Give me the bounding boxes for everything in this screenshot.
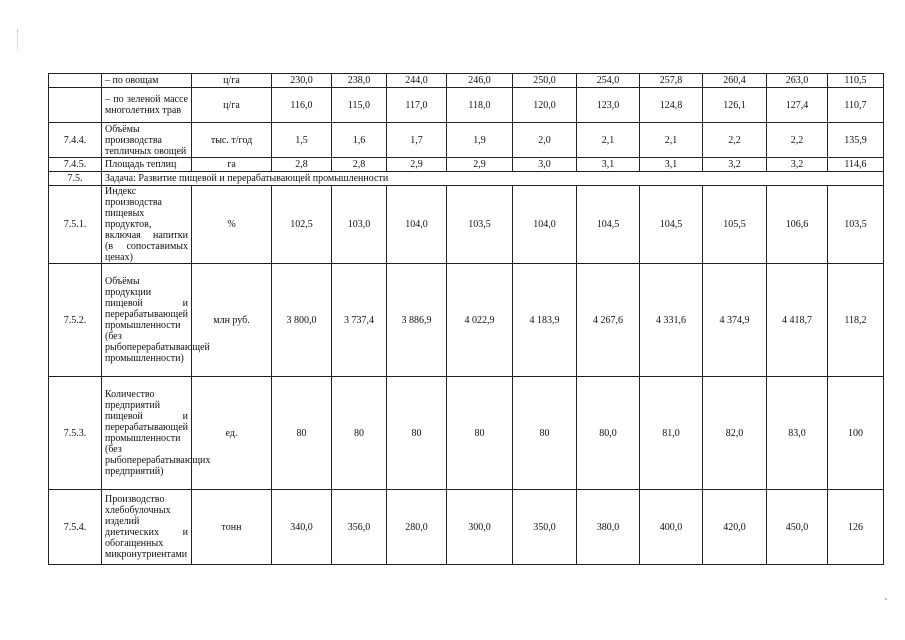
value-cell: 106,6	[767, 186, 828, 264]
value-cell: 4 022,9	[447, 264, 513, 377]
value-cell: 127,4	[767, 88, 828, 123]
value-cell: 80,0	[577, 377, 640, 490]
value-cell: 4 374,9	[703, 264, 767, 377]
value-cell: 340,0	[272, 490, 332, 565]
value-cell: 124,8	[640, 88, 703, 123]
unit-cell: тонн	[192, 490, 272, 565]
value-cell: 4 267,6	[577, 264, 640, 377]
unit-cell: га	[192, 158, 272, 172]
indicator-name: Объёмы продукции пищевой и перерабатывающей промышленности (без рыбоперерабатывающей промышленности)	[102, 264, 192, 377]
value-cell: 115,0	[332, 88, 387, 123]
value-cell: 80	[387, 377, 447, 490]
value-cell: 100	[828, 377, 884, 490]
value-cell: 1,6	[332, 123, 387, 158]
table-row	[49, 74, 884, 88]
row-code: 7.5.	[49, 172, 102, 186]
value-cell: 2,1	[577, 123, 640, 158]
value-cell: 3,1	[577, 158, 640, 172]
value-cell: 260,4	[703, 74, 767, 88]
value-cell: 105,5	[703, 186, 767, 264]
table-row	[49, 490, 884, 565]
row-code: 7.5.3.	[49, 377, 102, 490]
row-code: 7.5.2.	[49, 264, 102, 377]
value-cell: 104,5	[640, 186, 703, 264]
value-cell: 2,8	[332, 158, 387, 172]
value-cell: 114,6	[828, 158, 884, 172]
value-cell: 3 737,4	[332, 264, 387, 377]
value-cell: 3,0	[513, 158, 577, 172]
value-cell: 118,2	[828, 264, 884, 377]
value-cell: 104,5	[577, 186, 640, 264]
value-cell: 126	[828, 490, 884, 565]
value-cell: 2,9	[447, 158, 513, 172]
value-cell: 80	[272, 377, 332, 490]
value-cell: 80	[513, 377, 577, 490]
value-cell: 1,5	[272, 123, 332, 158]
page-margin-mark	[17, 30, 22, 50]
value-cell: 104,0	[387, 186, 447, 264]
value-cell: 116,0	[272, 88, 332, 123]
value-cell: 2,1	[640, 123, 703, 158]
value-cell: 230,0	[272, 74, 332, 88]
task-title: Задача: Развитие пищевой и перерабатывающей промышленности	[102, 172, 884, 186]
value-cell: 110,7	[828, 88, 884, 123]
value-cell: 104,0	[513, 186, 577, 264]
indicators-table	[48, 73, 884, 565]
indicator-name: Производство хлебобулочных изделий диетических и обогащенных микронутриентами	[102, 490, 192, 565]
value-cell: 80	[332, 377, 387, 490]
value-cell: 3,2	[767, 158, 828, 172]
value-cell: 102,5	[272, 186, 332, 264]
indicator-name: Объёмы производства тепличных овощей	[102, 123, 192, 158]
value-cell: 3 886,9	[387, 264, 447, 377]
table-row	[49, 123, 884, 158]
value-cell: 244,0	[387, 74, 447, 88]
table-row	[49, 88, 884, 123]
value-cell: 120,0	[513, 88, 577, 123]
value-cell: 2,2	[767, 123, 828, 158]
value-cell: 81,0	[640, 377, 703, 490]
value-cell: 246,0	[447, 74, 513, 88]
value-cell: 400,0	[640, 490, 703, 565]
value-cell: 4 418,7	[767, 264, 828, 377]
value-cell: 263,0	[767, 74, 828, 88]
unit-cell: тыс. т/год	[192, 123, 272, 158]
unit-cell: %	[192, 186, 272, 264]
table-row	[49, 264, 884, 377]
task-row	[49, 172, 884, 186]
value-cell: 2,8	[272, 158, 332, 172]
value-cell: 1,7	[387, 123, 447, 158]
page-dot-mark	[885, 598, 887, 600]
row-code	[49, 74, 102, 88]
value-cell: 2,9	[387, 158, 447, 172]
value-cell: 123,0	[577, 88, 640, 123]
value-cell: 257,8	[640, 74, 703, 88]
value-cell: 4 331,6	[640, 264, 703, 377]
row-code: 7.4.5.	[49, 158, 102, 172]
value-cell: 117,0	[387, 88, 447, 123]
value-cell: 3 800,0	[272, 264, 332, 377]
indicator-name: Площадь теплиц	[102, 158, 192, 172]
unit-cell: ед.	[192, 377, 272, 490]
unit-cell: ц/га	[192, 74, 272, 88]
value-cell: 103,0	[332, 186, 387, 264]
value-cell: 450,0	[767, 490, 828, 565]
indicator-name: Количество предприятий пищевой и перерабатывающей промышленности (без рыбоперерабатывающих предприятий)	[102, 377, 192, 490]
value-cell: 110,5	[828, 74, 884, 88]
row-code: 7.5.4.	[49, 490, 102, 565]
row-code: 7.5.1.	[49, 186, 102, 264]
value-cell: 4 183,9	[513, 264, 577, 377]
value-cell: 300,0	[447, 490, 513, 565]
table-row	[49, 186, 884, 264]
value-cell: 356,0	[332, 490, 387, 565]
value-cell: 2,2	[703, 123, 767, 158]
value-cell: 103,5	[828, 186, 884, 264]
row-code: 7.4.4.	[49, 123, 102, 158]
value-cell: 2,0	[513, 123, 577, 158]
value-cell: 238,0	[332, 74, 387, 88]
value-cell: 80	[447, 377, 513, 490]
value-cell: 103,5	[447, 186, 513, 264]
value-cell: 380,0	[577, 490, 640, 565]
indicator-name: – по зеленой массе многолетних трав	[102, 88, 192, 123]
value-cell: 3,2	[703, 158, 767, 172]
value-cell: 250,0	[513, 74, 577, 88]
value-cell: 135,9	[828, 123, 884, 158]
value-cell: 82,0	[703, 377, 767, 490]
value-cell: 118,0	[447, 88, 513, 123]
value-cell: 350,0	[513, 490, 577, 565]
unit-cell: млн руб.	[192, 264, 272, 377]
row-code	[49, 88, 102, 123]
value-cell: 126,1	[703, 88, 767, 123]
table-row	[49, 377, 884, 490]
indicator-name: Индекс производства пищевых продуктов, включая напитки (в сопоставимых ценах)	[102, 186, 192, 264]
value-cell: 83,0	[767, 377, 828, 490]
value-cell: 3,1	[640, 158, 703, 172]
indicator-name: – по овощам	[102, 74, 192, 88]
value-cell: 420,0	[703, 490, 767, 565]
value-cell: 254,0	[577, 74, 640, 88]
value-cell: 1,9	[447, 123, 513, 158]
value-cell: 280,0	[387, 490, 447, 565]
table-row	[49, 158, 884, 172]
unit-cell: ц/га	[192, 88, 272, 123]
